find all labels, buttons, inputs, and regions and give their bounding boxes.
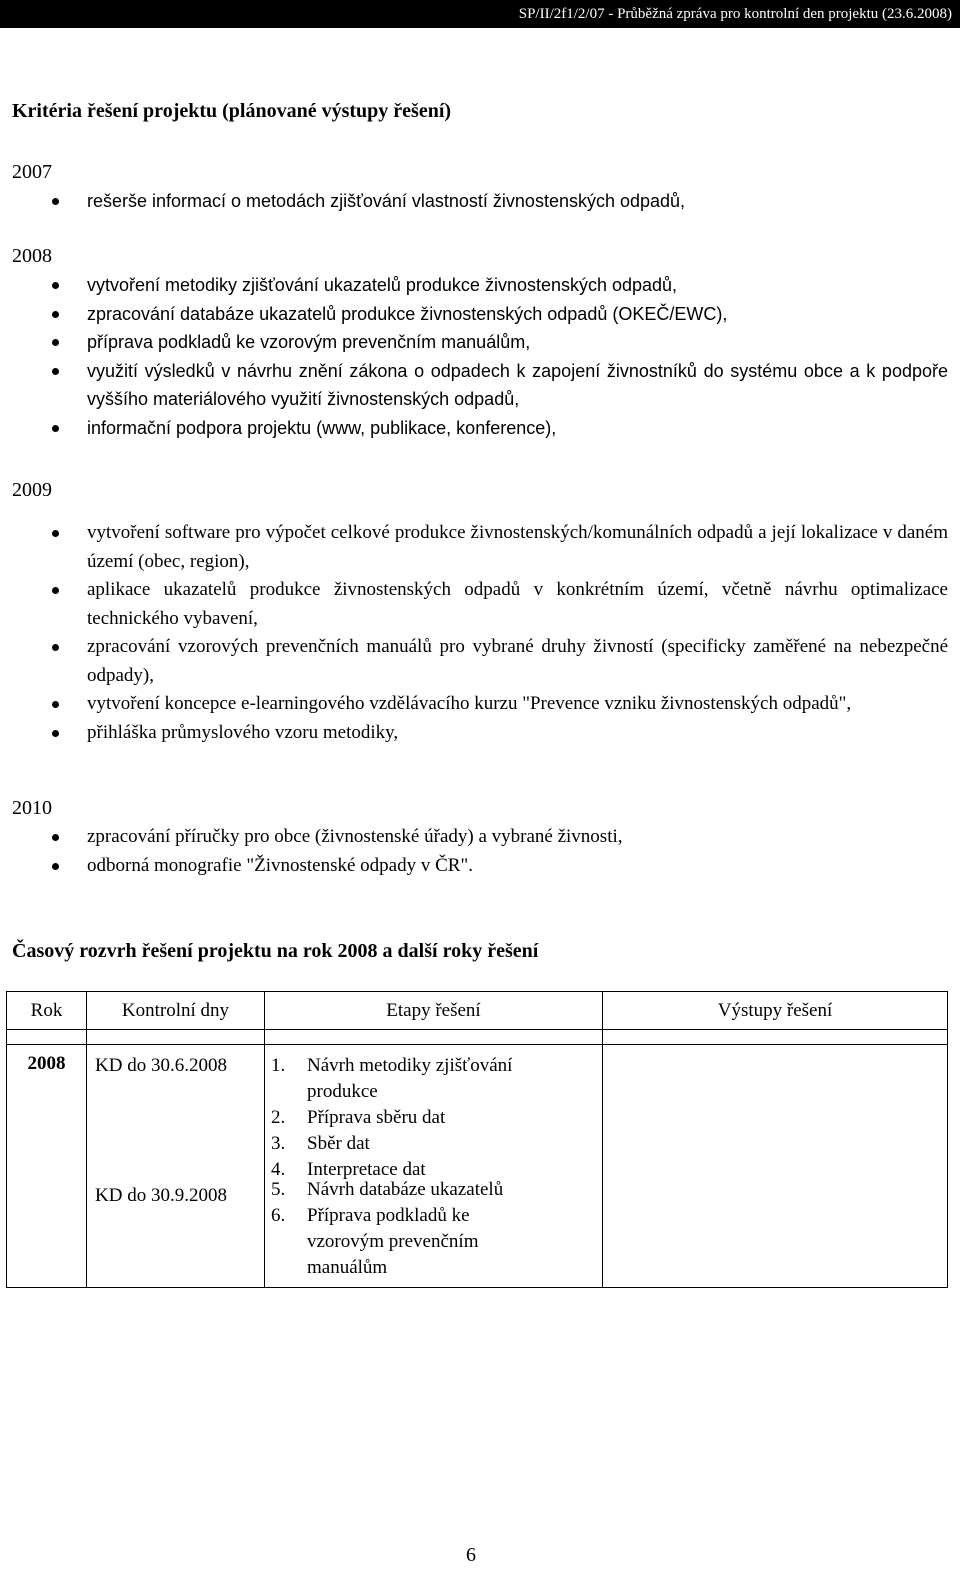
list-item-text: příprava podkladů ke vzorovým prevenčním manuálům,: [87, 332, 531, 352]
table-spacer-row: [7, 1030, 948, 1045]
bullet-icon: [52, 368, 59, 375]
list-item-text: aplikace ukazatelů produkce živnostenských odpadů v konkrétním území, včetně návrhu optimalizace technického vybavení,: [87, 579, 948, 629]
list-item-text: vytvoření koncepce e-learningového vzdělávacího kurzu "Prevence vzniku živnostenských odpadů",: [87, 693, 852, 714]
stage-number: 2.: [271, 1107, 286, 1128]
list-item: [12, 187, 948, 216]
stage-number: 3.: [271, 1133, 286, 1154]
year-label: 2010: [12, 797, 52, 819]
bullet-icon: [52, 730, 59, 737]
list-item-text: vytvoření software pro výpočet celkové produkce živnostenských/komunálních odpadů a její lokalizace v daném území (obec, region),: [87, 522, 948, 572]
stage-item: [271, 1131, 602, 1157]
year-block-2009: [12, 475, 948, 747]
stage-number: 1.: [271, 1055, 286, 1076]
list-item-text: odborná monografie "Živnostenské odpady v ČR".: [87, 854, 473, 876]
bullet-icon: [52, 530, 59, 537]
list-item: [12, 271, 948, 300]
list-item: [12, 690, 948, 719]
stage-text: Příprava podkladů ke vzorovým prevenčním manuálům: [307, 1205, 479, 1278]
stage-number: 5.: [271, 1179, 286, 1200]
year-block-2008: [12, 241, 948, 442]
page-header: [0, 0, 960, 28]
bullet-icon: [52, 834, 59, 841]
control-day: KD do 30.9.2008: [95, 1185, 227, 1206]
control-days-cell: [87, 1045, 265, 1288]
stage-item: [271, 1053, 602, 1105]
schedule-heading: Časový rozvrh řešení projektu na rok 2008 a další roky řešení: [12, 940, 539, 962]
stage-text: Sběr dat: [307, 1133, 370, 1154]
bullet-icon: [52, 198, 59, 205]
year-cell: 2008: [7, 1045, 87, 1288]
header-text: SP/II/2f1/2/07 - Průběžná zpráva pro kontrolní den projektu (23.6.2008): [518, 6, 952, 22]
year-label: 2008: [12, 245, 52, 267]
stage-number: 4.: [271, 1159, 286, 1180]
bullet-icon: [52, 311, 59, 318]
bullet-icon: [52, 587, 59, 594]
list-item: [12, 852, 948, 881]
list-item-text: vytvoření metodiky zjišťování ukazatelů produkce živnostenských odpadů,: [87, 275, 678, 295]
list-item-text: zpracování příručky pro obce (živnostenské úřady) a vybrané živnosti,: [87, 826, 623, 847]
year-label: 2007: [12, 161, 52, 183]
year-block-2007: [12, 157, 948, 216]
stage-text: Interpretace dat: [307, 1159, 426, 1180]
list-item: [12, 300, 948, 329]
list-item: [12, 719, 948, 748]
list-item: [12, 576, 948, 633]
list-item: [12, 414, 948, 443]
list-item-text: rešerše informací o metodách zjišťování vlastností živnostenských odpadů,: [87, 191, 686, 211]
year-label: 2009: [12, 479, 52, 501]
stages-list: [271, 1045, 602, 1180]
bullet-icon: [52, 701, 59, 708]
criteria-heading: Kritéria řešení projektu (plánované výstupy řešení): [12, 100, 452, 122]
column-header: Kontrolní dny: [87, 992, 265, 1030]
bullet-icon: [52, 644, 59, 651]
outputs-cell: [603, 1045, 948, 1288]
stage-number: 6.: [271, 1205, 286, 1226]
stages-cell: [265, 1045, 603, 1288]
control-day: KD do 30.6.2008: [95, 1055, 227, 1076]
list-item: [12, 633, 948, 690]
bullet-list: [12, 187, 948, 216]
column-header: Výstupy řešení: [603, 992, 948, 1030]
list-item: [12, 519, 948, 576]
list-item-text: zpracování databáze ukazatelů produkce živnostenských odpadů (OKEČ/EWC),: [87, 303, 728, 324]
page-number: 6: [466, 1544, 476, 1566]
list-item: [12, 823, 948, 852]
list-item-text: zpracování vzorových prevenčních manuálů pro vybrané druhy živností (specificky zaměřené na nebezpečné odpady),: [87, 636, 948, 686]
list-item: [12, 328, 948, 357]
bullet-list: [12, 823, 948, 880]
list-item-text: využití výsledků v návrhu znění zákona o odpadech k zapojení živnostníků do systému obce a k podpoře vyššího materiálového využití živnostenských odpadů,: [87, 360, 948, 409]
stage-item: [271, 1203, 602, 1281]
table-row: [7, 1045, 948, 1288]
bullet-list: [12, 519, 948, 747]
stage-text: Návrh databáze ukazatelů: [307, 1179, 504, 1200]
list-item-text: přihláška průmyslového vzoru metodiky,: [87, 721, 399, 743]
year-block-2010: [12, 793, 948, 880]
bullet-icon: [52, 425, 59, 432]
stage-item: [271, 1105, 602, 1131]
list-item: [12, 357, 948, 414]
bullet-list: [12, 271, 948, 442]
bullet-icon: [52, 863, 59, 870]
bullet-icon: [52, 339, 59, 346]
stages-list: [271, 1177, 602, 1287]
stage-text: Návrh metodiky zjišťování produkce: [307, 1055, 513, 1102]
stage-item: [271, 1177, 602, 1203]
schedule-table: [6, 991, 948, 1288]
stage-text: Příprava sběru dat: [307, 1107, 446, 1128]
column-header: Rok: [7, 992, 87, 1030]
list-item-text: informační podpora projektu (www, publikace, konference),: [87, 417, 557, 438]
bullet-icon: [52, 282, 59, 289]
column-header: Etapy řešení: [265, 992, 603, 1030]
table-header-row: [7, 992, 948, 1030]
